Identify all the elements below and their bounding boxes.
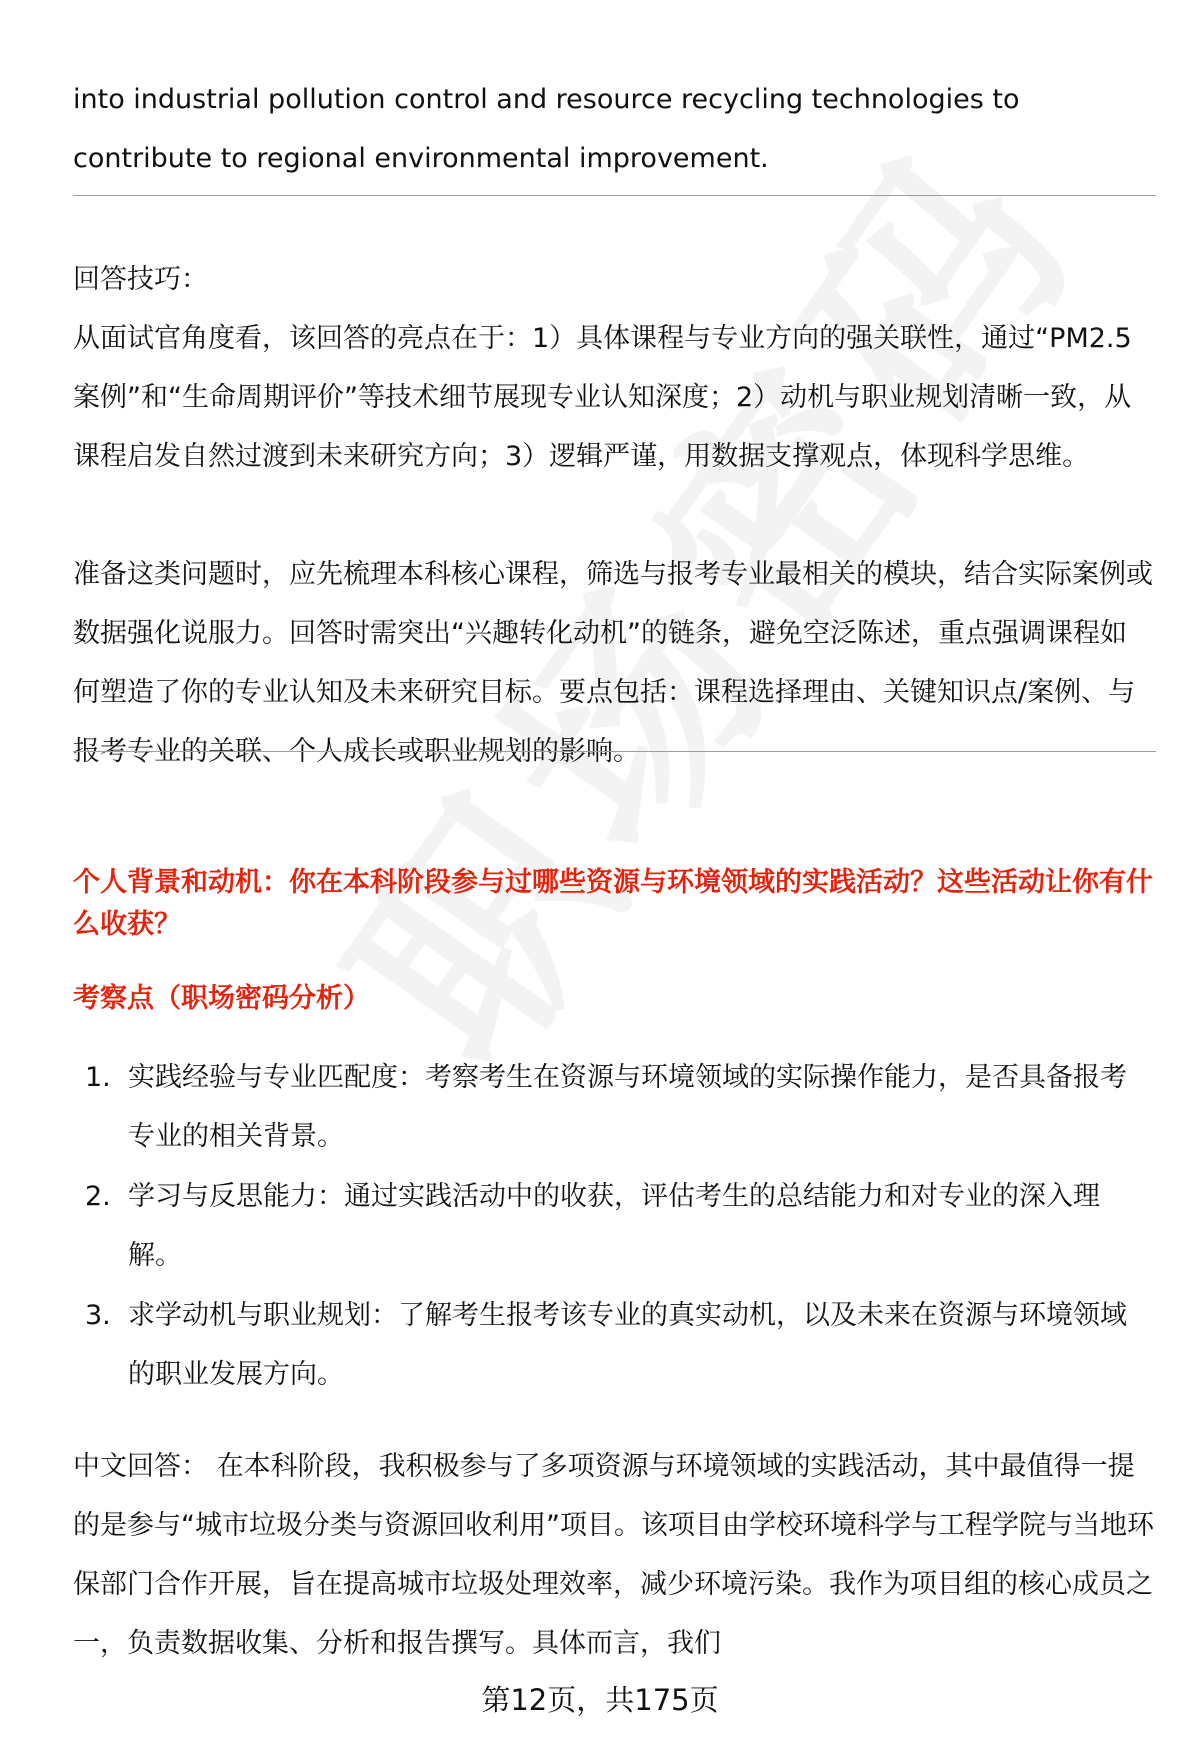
tips-paragraph-2: 准备这类问题时，应先梳理本科核心课程，筛选与报考专业最相关的模块，结合实际案例或数据强化说服力。回答时需突出“兴趣转化动机”的链条，避免空泛陈述，重点强调课程如何塑造了你的专业认知及未来研究目标。要点包括：课程选择理由、关键知识点/案例、与报考专业的关联、个人成长或职业规划的影响。	[73, 559, 1153, 767]
list-item-number: 3.	[85, 1300, 111, 1331]
divider-top	[73, 195, 1156, 196]
divider-middle	[73, 751, 1156, 752]
list-item	[73, 1167, 1153, 1285]
list-item-text: 学习与反思能力：通过实践活动中的收获，评估考生的总结能力和对专业的深入理解。	[128, 1181, 1100, 1271]
list-item-text: 实践经验与专业匹配度：考察考生在资源与环境领域的实际操作能力，是否具备报考专业的相关背景。	[128, 1062, 1127, 1152]
page-number-footer: 第12页，共175页	[481, 1683, 719, 1717]
list-item-text: 求学动机与职业规划：了解考生报考该专业的真实动机，以及未来在资源与环境领域的职业发展方向。	[128, 1300, 1127, 1390]
tips-paragraph-1: 从面试官角度看，该回答的亮点在于：1）具体课程与专业方向的强关联性，通过“PM2.5案例”和“生命周期评价”等技术细节展现专业认知深度；2）动机与职业规划清晰一致，从课程启发自然过渡到未来研究方向；3）逻辑严谨，用数据支撑观点，体现科学思维。	[73, 323, 1132, 472]
assessment-subheading: 考察点（职场密码分析）	[73, 983, 370, 1014]
tips-label: 回答技巧：	[73, 264, 208, 295]
list-item-number: 1.	[85, 1062, 111, 1093]
assessment-points-list	[73, 1048, 1153, 1405]
intro-paragraph: into industrial pollution control and resource recycling technologies to contribute to regional environmental improvement.	[73, 84, 1020, 174]
list-item-number: 2.	[85, 1181, 111, 1212]
chinese-answer-paragraph: 中文回答： 在本科阶段，我积极参与了多项资源与环境领域的实践活动，其中最值得一提的是参与“城市垃圾分类与资源回收利用”项目。该项目由学校环境科学与工程学院与当地环保部门合作开展，旨在提高城市垃圾处理效率，减少环境污染。我作为项目组的核心成员之一，负责数据收集、分析和报告撰写。具体而言，我们	[73, 1451, 1154, 1659]
question-heading: 个人背景和动机：你在本科阶段参与过哪些资源与环境领域的实践活动？这些活动让你有什么收获？	[73, 867, 1153, 940]
list-item	[73, 1048, 1153, 1166]
list-item	[73, 1286, 1153, 1404]
